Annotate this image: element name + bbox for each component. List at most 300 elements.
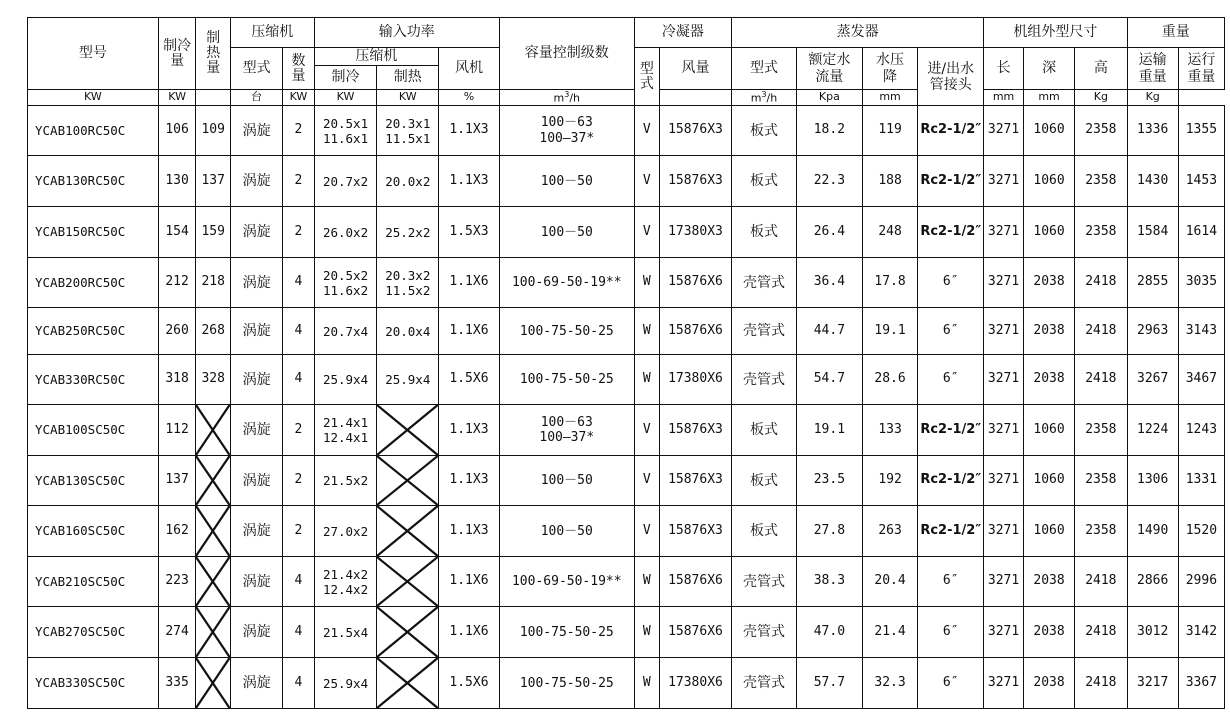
ph-line: 25.2x2 <box>385 224 431 240</box>
cell-model: YCAB330SC50C <box>28 658 159 709</box>
cell-condenser-airflow: 15876X3 <box>659 456 731 506</box>
ph-line: 20.3x2 <box>385 267 431 283</box>
pc-line: 20.5x1 <box>322 115 369 131</box>
steps-line: 100-69-50-19** <box>511 574 622 589</box>
unit-steps: % <box>439 90 500 106</box>
cell-model: YCAB130RC50C <box>28 156 159 207</box>
cell-condenser-airflow: 15876X6 <box>659 557 731 607</box>
cell-evaporator-drop: 19.1 <box>862 308 917 355</box>
cell-condenser-type: V <box>634 106 659 156</box>
steps-line: 100-75-50-25 <box>519 372 614 387</box>
cell-capacity-steps <box>499 207 634 258</box>
cell-power-cooling <box>314 355 377 405</box>
cell-compressor-count: 4 <box>283 607 314 658</box>
pc-line: 25.9x4 <box>322 372 369 388</box>
header-condenser: 冷凝器 <box>634 18 731 48</box>
header-cooling-capacity: 制冷量 <box>158 18 196 90</box>
cell-power-heating-na <box>377 658 439 709</box>
cell-evaporator-flow: 18.2 <box>796 106 862 156</box>
cell-ship-weight: 1336 <box>1127 106 1178 156</box>
cell-depth: 2038 <box>1023 308 1074 355</box>
cell-power-heating-na <box>377 405 439 456</box>
unit-length: mm <box>862 90 917 106</box>
cell-cooling: 112 <box>158 405 196 456</box>
cell-length: 3271 <box>984 258 1024 308</box>
cell-cooling: 335 <box>158 658 196 709</box>
unit-airflow: $m^3/h$ <box>499 90 634 106</box>
cell-evaporator-drop: 21.4 <box>862 607 917 658</box>
unit-flow: $m^3/h$ <box>732 90 797 106</box>
steps-line: 100－50 <box>540 224 593 240</box>
cell-evaporator-flow: 38.3 <box>796 557 862 607</box>
header-evaporator-connection: 进/出水管接头 <box>918 48 984 106</box>
cell-op-weight: 1243 <box>1178 405 1224 456</box>
cell-ship-weight: 1490 <box>1127 506 1178 557</box>
header-evaporator-pressure-drop: 水压降 <box>862 48 917 90</box>
cell-heating: 218 <box>196 258 231 308</box>
cell-compressor-type: 涡旋 <box>230 506 282 557</box>
cell-condenser-airflow: 15876X3 <box>659 506 731 557</box>
table-row <box>28 156 1225 207</box>
cell-compressor-type: 涡旋 <box>230 207 282 258</box>
header-operating-weight: 运行重量 <box>1178 48 1224 90</box>
cell-length: 3271 <box>984 557 1024 607</box>
pc-line: 26.0x2 <box>322 224 369 240</box>
cell-heating-na <box>196 506 231 557</box>
cell-ship-weight: 2866 <box>1127 557 1178 607</box>
cell-op-weight: 1355 <box>1178 106 1224 156</box>
cell-ship-weight: 1224 <box>1127 405 1178 456</box>
cell-condenser-type: W <box>634 658 659 709</box>
cell-power-cooling <box>314 658 377 709</box>
steps-line: 100-75-50-25 <box>519 624 614 640</box>
table-row <box>28 106 1225 156</box>
cell-heating-na <box>196 557 231 607</box>
header-compressor: 压缩机 <box>230 18 314 48</box>
cell-power-fan: 1.1X6 <box>439 607 500 658</box>
cell-evaporator-drop: 32.3 <box>862 658 917 709</box>
cell-power-cooling <box>314 456 377 506</box>
cell-power-fan: 1.5X6 <box>439 658 500 709</box>
cell-depth: 1060 <box>1023 506 1074 557</box>
header-evaporator-type: 型式 <box>732 48 797 90</box>
cell-evaporator-type: 板式 <box>732 207 797 258</box>
cell-capacity-steps <box>499 658 634 709</box>
cell-condenser-airflow: 17380X6 <box>659 355 731 405</box>
cell-height: 2358 <box>1075 506 1127 557</box>
cell-evaporator-flow: 57.7 <box>796 658 862 709</box>
cell-condenser-airflow: 17380X6 <box>659 658 731 709</box>
cell-condenser-airflow: 17380X3 <box>659 207 731 258</box>
cell-condenser-type: V <box>634 405 659 456</box>
cell-evaporator-connection: 6″ <box>918 308 984 355</box>
cell-evaporator-flow: 36.4 <box>796 258 862 308</box>
cell-evaporator-type: 板式 <box>732 506 797 557</box>
cell-depth: 1060 <box>1023 106 1074 156</box>
cell-power-heating <box>377 106 439 156</box>
cell-evaporator-flow: 47.0 <box>796 607 862 658</box>
cell-cooling: 154 <box>158 207 196 258</box>
cell-compressor-type: 涡旋 <box>230 658 282 709</box>
cell-op-weight: 3035 <box>1178 258 1224 308</box>
cell-compressor-type: 涡旋 <box>230 607 282 658</box>
cell-ship-weight: 3267 <box>1127 355 1178 405</box>
header-evaporator: 蒸发器 <box>732 18 984 48</box>
steps-line: 100－63 <box>540 414 593 430</box>
cell-depth: 1060 <box>1023 405 1074 456</box>
header-model: 型号 <box>28 18 159 90</box>
cell-evaporator-type: 壳管式 <box>732 308 797 355</box>
table-row <box>28 557 1225 607</box>
cell-compressor-type: 涡旋 <box>230 456 282 506</box>
cell-model: YCAB100RC50C <box>28 106 159 156</box>
cell-power-cooling <box>314 506 377 557</box>
cell-length: 3271 <box>984 456 1024 506</box>
header-condenser-type: 型式 <box>634 48 659 106</box>
cell-evaporator-drop: 17.8 <box>862 258 917 308</box>
cell-evaporator-connection: Rc2-1/2″ <box>918 106 984 156</box>
cell-condenser-type: W <box>634 308 659 355</box>
cell-condenser-airflow: 15876X6 <box>659 308 731 355</box>
pc-line: 20.7x4 <box>322 323 369 339</box>
header-depth: 深 <box>1023 48 1074 90</box>
cell-power-heating-na <box>377 506 439 557</box>
cell-heating: 137 <box>196 156 231 207</box>
cell-cooling: 130 <box>158 156 196 207</box>
cell-power-cooling <box>314 405 377 456</box>
cell-ship-weight: 2855 <box>1127 258 1178 308</box>
cell-depth: 1060 <box>1023 207 1074 258</box>
header-input-heating: 制热 <box>377 66 439 90</box>
cross-mark-icon <box>377 405 438 455</box>
cell-op-weight: 3467 <box>1178 355 1224 405</box>
header-capacity-steps: 容量控制级数 <box>499 18 634 90</box>
steps-line: 100-69-50-19** <box>511 275 622 290</box>
cell-compressor-type: 涡旋 <box>230 557 282 607</box>
cell-evaporator-drop: 133 <box>862 405 917 456</box>
cell-evaporator-connection: Rc2-1/2″ <box>918 156 984 207</box>
cross-mark-icon <box>377 607 438 657</box>
cell-cooling: 137 <box>158 456 196 506</box>
table-body <box>28 106 1225 709</box>
cell-evaporator-type: 壳管式 <box>732 658 797 709</box>
pc-line: 20.7x2 <box>322 173 369 189</box>
cell-power-heating-na <box>377 456 439 506</box>
cell-power-heating-na <box>377 607 439 658</box>
unit-heating: KW <box>158 90 196 106</box>
unit-cooling: KW <box>28 90 159 106</box>
cell-heating-na <box>196 456 231 506</box>
pc-line: 21.4x2 <box>322 566 369 582</box>
cell-height: 2358 <box>1075 207 1127 258</box>
header-weight: 重量 <box>1127 18 1224 48</box>
cell-compressor-type: 涡旋 <box>230 156 282 207</box>
pc-line: 11.6x1 <box>322 130 369 146</box>
cell-capacity-steps <box>499 355 634 405</box>
cell-height: 2418 <box>1075 557 1127 607</box>
cell-height: 2418 <box>1075 258 1127 308</box>
ph-line: 20.3x1 <box>385 115 431 131</box>
ph-line: 25.9x4 <box>385 372 431 388</box>
unit-count: 台 <box>230 90 282 106</box>
cell-condenser-type: W <box>634 258 659 308</box>
cell-evaporator-drop: 248 <box>862 207 917 258</box>
cell-model: YCAB130SC50C <box>28 456 159 506</box>
cell-power-heating <box>377 207 439 258</box>
header-condenser-airflow: 风量 <box>659 48 731 90</box>
cell-length: 3271 <box>984 506 1024 557</box>
cell-evaporator-type: 板式 <box>732 405 797 456</box>
cross-mark-icon <box>196 607 230 657</box>
cell-depth: 2038 <box>1023 658 1074 709</box>
cell-condenser-type: W <box>634 557 659 607</box>
ph-line: 20.0x2 <box>385 173 431 189</box>
cell-power-fan: 1.1X3 <box>439 456 500 506</box>
steps-line: 100－50 <box>540 173 593 189</box>
cell-compressor-count: 4 <box>283 258 314 308</box>
unit-evaporator-type <box>659 90 731 106</box>
cell-length: 3271 <box>984 607 1024 658</box>
cell-height: 2358 <box>1075 456 1127 506</box>
cell-op-weight: 1614 <box>1178 207 1224 258</box>
cell-height: 2358 <box>1075 156 1127 207</box>
cell-condenser-type: V <box>634 207 659 258</box>
cell-cooling: 212 <box>158 258 196 308</box>
cell-evaporator-connection: 6″ <box>918 557 984 607</box>
cell-evaporator-type: 壳管式 <box>732 355 797 405</box>
unit-power-heating: KW <box>314 90 377 106</box>
cell-power-cooling <box>314 557 377 607</box>
cell-compressor-count: 2 <box>283 156 314 207</box>
cell-model: YCAB100SC50C <box>28 405 159 456</box>
cross-mark-icon <box>377 557 438 606</box>
cell-power-cooling <box>314 607 377 658</box>
cross-mark-icon <box>377 506 438 556</box>
table-row <box>28 658 1225 709</box>
cell-compressor-type: 涡旋 <box>230 106 282 156</box>
cell-heating-na <box>196 607 231 658</box>
cell-power-heating <box>377 156 439 207</box>
cell-compressor-count: 2 <box>283 506 314 557</box>
cell-capacity-steps <box>499 456 634 506</box>
cell-compressor-type: 涡旋 <box>230 308 282 355</box>
header-input-cooling: 制冷 <box>314 66 377 90</box>
cell-condenser-type: W <box>634 607 659 658</box>
cell-op-weight: 1453 <box>1178 156 1224 207</box>
unit-power-fan: KW <box>377 90 439 106</box>
steps-line: 100-75-50-25 <box>519 323 614 339</box>
cell-power-cooling <box>314 308 377 355</box>
unit-ship-weight: Kg <box>1075 90 1127 106</box>
cell-compressor-count: 2 <box>283 456 314 506</box>
cell-power-fan: 1.1X3 <box>439 405 500 456</box>
cell-evaporator-flow: 27.8 <box>796 506 862 557</box>
header-length: 长 <box>984 48 1024 90</box>
unit-compressor-type <box>196 90 231 106</box>
spec-table <box>27 17 1225 709</box>
cell-length: 3271 <box>984 405 1024 456</box>
cell-capacity-steps <box>499 557 634 607</box>
ph-line: 11.5x2 <box>385 282 431 298</box>
cell-compressor-type: 涡旋 <box>230 405 282 456</box>
cell-condenser-airflow: 15876X6 <box>659 258 731 308</box>
cell-power-fan: 1.1X3 <box>439 106 500 156</box>
cell-height: 2418 <box>1075 355 1127 405</box>
cell-compressor-count: 4 <box>283 355 314 405</box>
cell-capacity-steps <box>499 308 634 355</box>
cross-mark-icon <box>196 405 230 455</box>
header-input-fan: 风机 <box>439 48 500 90</box>
cell-power-fan: 1.5X3 <box>439 207 500 258</box>
cell-power-fan: 1.1X3 <box>439 506 500 557</box>
cell-power-fan: 1.1X6 <box>439 308 500 355</box>
cell-heating: 328 <box>196 355 231 405</box>
cell-height: 2358 <box>1075 106 1127 156</box>
pc-line: 12.4x2 <box>322 581 369 597</box>
cell-compressor-count: 4 <box>283 658 314 709</box>
cell-evaporator-connection: 6″ <box>918 607 984 658</box>
cell-cooling: 318 <box>158 355 196 405</box>
cell-compressor-count: 2 <box>283 106 314 156</box>
cross-mark-icon <box>196 658 230 708</box>
unit-height: mm <box>1023 90 1074 106</box>
cell-evaporator-connection: 6″ <box>918 355 984 405</box>
cell-evaporator-drop: 192 <box>862 456 917 506</box>
cell-compressor-type: 涡旋 <box>230 355 282 405</box>
cell-condenser-airflow: 15876X3 <box>659 106 731 156</box>
cell-capacity-steps <box>499 106 634 156</box>
cell-cooling: 260 <box>158 308 196 355</box>
cell-evaporator-type: 板式 <box>732 156 797 207</box>
header-dimensions: 机组外型尺寸 <box>984 18 1127 48</box>
cell-condenser-airflow: 15876X3 <box>659 405 731 456</box>
header-evaporator-flow: 额定水流量 <box>796 48 862 90</box>
cell-op-weight: 2996 <box>1178 557 1224 607</box>
cell-heating: 109 <box>196 106 231 156</box>
cell-evaporator-connection: Rc2-1/2″ <box>918 506 984 557</box>
header-input-power: 输入功率 <box>314 18 499 48</box>
steps-line: 100—37* <box>539 130 595 146</box>
cell-evaporator-drop: 119 <box>862 106 917 156</box>
cell-height: 2418 <box>1075 658 1127 709</box>
pc-line: 21.5x4 <box>322 624 369 640</box>
cell-condenser-type: W <box>634 355 659 405</box>
cell-power-heating <box>377 355 439 405</box>
pc-line: 21.4x1 <box>322 415 369 431</box>
cell-compressor-count: 2 <box>283 405 314 456</box>
cell-evaporator-flow: 19.1 <box>796 405 862 456</box>
cell-heating: 268 <box>196 308 231 355</box>
cell-depth: 2038 <box>1023 607 1074 658</box>
unit-op-weight: Kg <box>1127 90 1178 106</box>
cell-evaporator-flow: 22.3 <box>796 156 862 207</box>
pc-line: 27.0x2 <box>322 523 369 539</box>
cell-power-cooling <box>314 156 377 207</box>
cell-op-weight: 3367 <box>1178 658 1224 709</box>
unit-power-cooling: KW <box>283 90 314 106</box>
cross-mark-icon <box>196 506 230 556</box>
cell-length: 3271 <box>984 207 1024 258</box>
cell-evaporator-drop: 188 <box>862 156 917 207</box>
table-row <box>28 308 1225 355</box>
header-compressor-count: 数量 <box>283 48 314 90</box>
cell-model: YCAB160SC50C <box>28 506 159 557</box>
cell-evaporator-drop: 28.6 <box>862 355 917 405</box>
cell-heating-na <box>196 405 231 456</box>
cell-condenser-type: V <box>634 156 659 207</box>
table-row <box>28 405 1225 456</box>
cell-power-cooling <box>314 106 377 156</box>
cell-evaporator-flow: 23.5 <box>796 456 862 506</box>
cell-capacity-steps <box>499 258 634 308</box>
cell-ship-weight: 1306 <box>1127 456 1178 506</box>
cell-op-weight: 1520 <box>1178 506 1224 557</box>
cell-model: YCAB330RC50C <box>28 355 159 405</box>
cell-compressor-count: 4 <box>283 308 314 355</box>
cell-length: 3271 <box>984 308 1024 355</box>
cross-mark-icon <box>377 456 438 505</box>
cell-power-heating <box>377 258 439 308</box>
ph-line: 20.0x4 <box>385 323 431 339</box>
steps-line: 100－50 <box>540 473 593 488</box>
cell-evaporator-connection: Rc2-1/2″ <box>918 456 984 506</box>
cell-length: 3271 <box>984 156 1024 207</box>
header-height: 高 <box>1075 48 1127 90</box>
cell-evaporator-flow: 44.7 <box>796 308 862 355</box>
cell-heating: 159 <box>196 207 231 258</box>
cell-depth: 1060 <box>1023 456 1074 506</box>
pc-line: 25.9x4 <box>322 675 369 691</box>
cell-evaporator-connection: 6″ <box>918 658 984 709</box>
cell-cooling: 223 <box>158 557 196 607</box>
cross-mark-icon <box>196 456 230 505</box>
table-row <box>28 258 1225 308</box>
cell-cooling: 162 <box>158 506 196 557</box>
cell-op-weight: 1331 <box>1178 456 1224 506</box>
cell-height: 2358 <box>1075 405 1127 456</box>
cell-power-fan: 1.1X6 <box>439 557 500 607</box>
table-header <box>28 18 1225 106</box>
table-row <box>28 456 1225 506</box>
cell-height: 2418 <box>1075 308 1127 355</box>
cell-length: 3271 <box>984 355 1024 405</box>
cell-power-cooling <box>314 258 377 308</box>
cell-depth: 2038 <box>1023 355 1074 405</box>
cell-op-weight: 3143 <box>1178 308 1224 355</box>
cell-capacity-steps <box>499 405 634 456</box>
unit-pressure-drop: Kpa <box>796 90 862 106</box>
cell-evaporator-type: 板式 <box>732 106 797 156</box>
pc-line: 21.5x2 <box>322 473 369 489</box>
cell-compressor-count: 4 <box>283 557 314 607</box>
unit-depth: mm <box>984 90 1024 106</box>
cell-heating-na <box>196 658 231 709</box>
pc-line: 12.4x1 <box>322 430 369 446</box>
cell-evaporator-flow: 54.7 <box>796 355 862 405</box>
cross-mark-icon <box>377 658 438 708</box>
table-row <box>28 207 1225 258</box>
cell-evaporator-drop: 20.4 <box>862 557 917 607</box>
cell-model: YCAB250RC50C <box>28 308 159 355</box>
cell-evaporator-connection: Rc2-1/2″ <box>918 405 984 456</box>
cell-power-cooling <box>314 207 377 258</box>
cell-condenser-airflow: 15876X3 <box>659 156 731 207</box>
cell-evaporator-type: 板式 <box>732 456 797 506</box>
cell-condenser-type: V <box>634 456 659 506</box>
cell-height: 2418 <box>1075 607 1127 658</box>
cell-op-weight: 3142 <box>1178 607 1224 658</box>
cell-ship-weight: 3217 <box>1127 658 1178 709</box>
